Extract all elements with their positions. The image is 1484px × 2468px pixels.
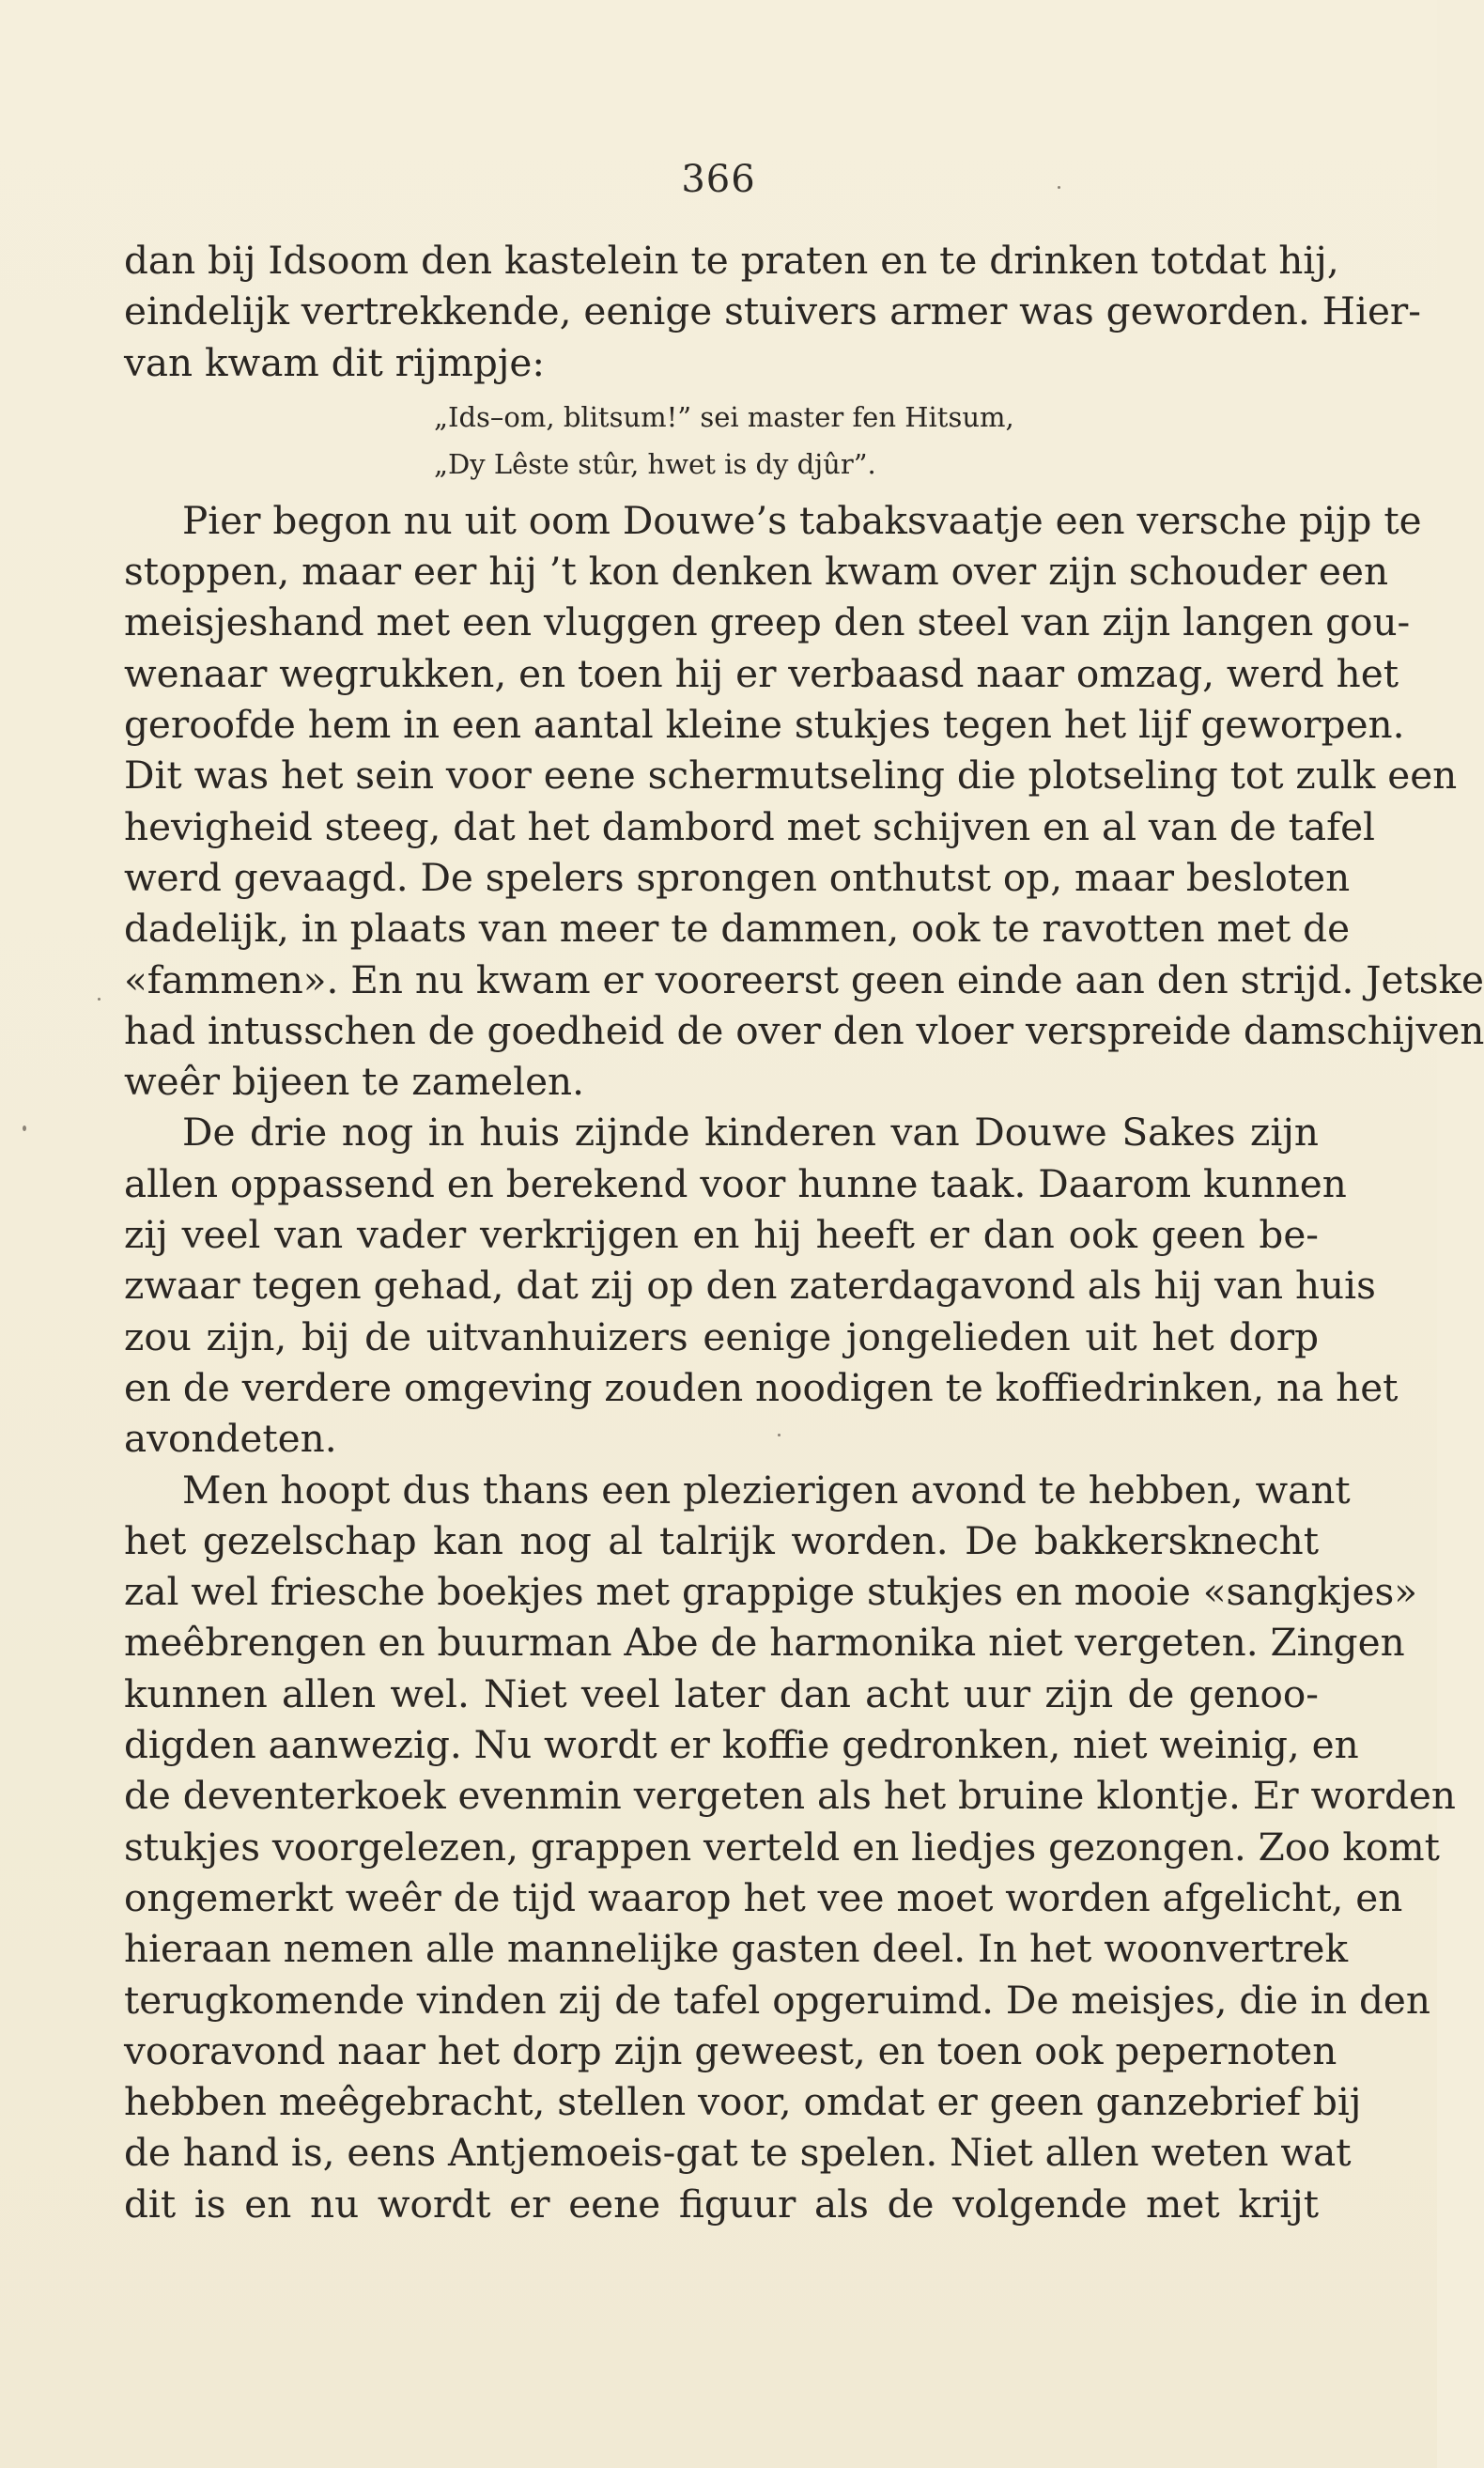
text-line: zij veel van vader verkrijgen en hij heeft er dan ook geen be- xyxy=(124,1212,1319,1258)
paragraph xyxy=(124,495,1484,1108)
text-line: digden aanwezig. Nu wordt er koffie gedronken, niet weinig, en xyxy=(124,1722,1359,1768)
text-line: van kwam dit rijmpje: xyxy=(124,339,546,385)
text-line: «fammen». En nu kwam er vooreerst geen einde aan den strijd. Jetske xyxy=(124,956,1484,1002)
text-line: had intusschen de goedheid de over den vloer verspreide damschijven xyxy=(124,1007,1484,1053)
paragraph xyxy=(124,1107,1399,1464)
paper-speck xyxy=(778,1434,781,1436)
text-line: Men hoopt dus thans een plezierigen avond te hebben, want xyxy=(182,1467,1351,1513)
paragraph xyxy=(124,1465,1456,2229)
text-line: weêr bijeen te zamelen. xyxy=(124,1059,585,1105)
text-line: allen oppassend en berekend voor hunne taak. Daarom kunnen xyxy=(124,1160,1347,1206)
text-line: dan bij Idsoom den kastelein te praten en te drinken totdat hij, xyxy=(124,238,1339,283)
verse-block xyxy=(124,388,1319,495)
paper-speck xyxy=(23,1125,26,1131)
text-line: zwaar tegen gehad, dat zij op den zaterdagavond als hij van huis xyxy=(124,1263,1376,1309)
text-line: dit is en nu wordt er eene figuur als de volgende met krijt xyxy=(124,2181,1319,2227)
text-line: stoppen, maar eer hij ’t kon denken kwam over zijn schouder een xyxy=(124,549,1389,595)
text-line: werd gevaagd. De spelers sprongen onthutst op, maar besloten xyxy=(124,854,1351,900)
paper-speck xyxy=(1058,186,1060,189)
text-line: de hand is, eens Antjemoeis-gat te spelen. Niet allen weten wat xyxy=(124,2130,1352,2176)
text-line: zou zijn, bij de uitvanhuizers eenige jongelieden uit het dorp xyxy=(124,1313,1319,1359)
text-line: zal wel friesche boekjes met grappige stukjes en mooie «sangkjes» xyxy=(124,1569,1418,1615)
paper-speck xyxy=(98,998,100,1001)
text-line: kunnen allen wel. Niet veel later dan acht uur zijn de genoo- xyxy=(124,1670,1319,1716)
text-line: avondeten. xyxy=(124,1416,337,1462)
text-line: Dit was het sein voor eene schermutseling die plotseling tot zulk een xyxy=(124,753,1458,799)
verse-line: „Ids–om, blitsum!” sei master fen Hitsum, xyxy=(434,400,1014,433)
text-line: De drie nog in huis zijnde kinderen van Douwe Sakes zijn xyxy=(182,1110,1319,1156)
text-line: dadelijk, in plaats van meer te dammen, ook te ravotten met de xyxy=(124,906,1351,952)
page-number: 366 xyxy=(681,158,756,201)
text-line: geroofde hem in een aantal kleine stukjes tegen het lijf geworpen. xyxy=(124,702,1405,748)
text-line: hieraan nemen alle mannelijke gasten deel. In het woonvertrek xyxy=(124,1926,1349,1972)
text-line: hebben meêgebracht, stellen voor, omdat er geen ganzebrief bij xyxy=(124,2079,1362,2125)
verse-line: „Dy Lêste stûr, hwet is dy djûr”. xyxy=(434,447,876,480)
text-line: ongemerkt weêr de tijd waarop het vee moet worden afgelicht, en xyxy=(124,1874,1403,1920)
text-line: vooravond naar het dorp zijn geweest, en toen ook pepernoten xyxy=(124,2027,1337,2073)
text-line: het gezelschap kan nog al talrijk worden. De bakkersknecht xyxy=(124,1517,1319,1563)
text-line: hevigheid steeg, dat het dambord met schijven en al van de tafel xyxy=(124,803,1376,849)
text-line: Pier begon nu uit oom Douwe’s tabaksvaatje een versche pijp te xyxy=(182,497,1422,543)
text-line: terugkomende vinden zij de tafel opgeruimd. De meisjes, die in den xyxy=(124,1977,1430,2023)
text-line: wenaar wegrukken, en toen hij er verbaasd naar omzag, werd het xyxy=(124,650,1399,696)
text-line: meisjeshand met een vluggen greep den steel van zijn langen gou- xyxy=(124,599,1411,645)
paragraph xyxy=(124,235,1421,388)
text-line: en de verdere omgeving zouden noodigen te koffiedrinken, na het xyxy=(124,1364,1399,1410)
text-line: eindelijk vertrekkende, eenige stuivers armer was geworden. Hier- xyxy=(124,288,1421,334)
text-line: de deventerkoek evenmin vergeten als het bruine klontje. Er worden xyxy=(124,1773,1456,1819)
text-line: meêbrengen en buurman Abe de harmonika niet vergeten. Zingen xyxy=(124,1620,1405,1666)
text-line: stukjes voorgelezen, grappen verteld en liedjes gezongen. Zoo komt xyxy=(124,1824,1440,1870)
body-text xyxy=(124,235,1484,2229)
